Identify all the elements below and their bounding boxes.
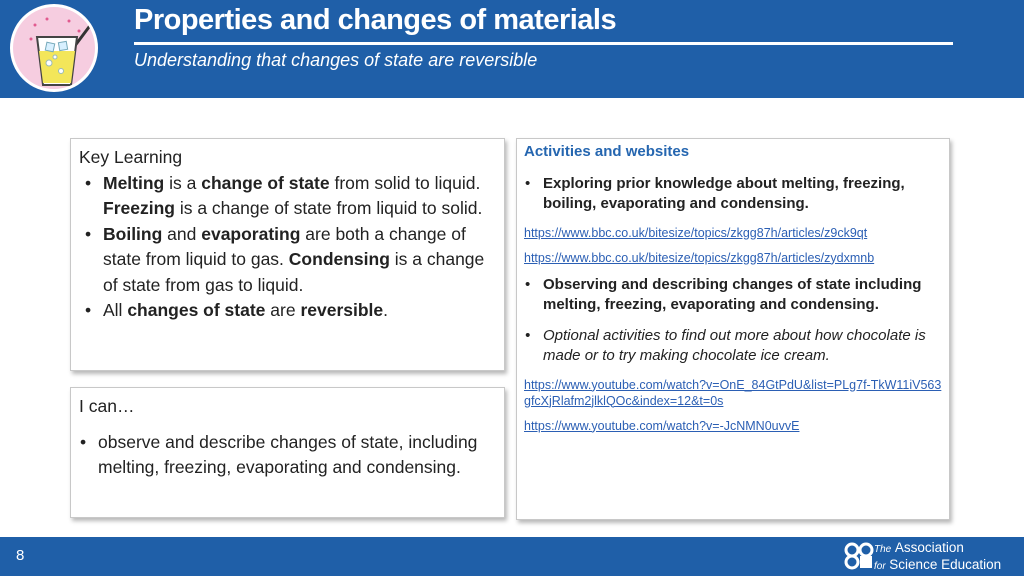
bbc-bitesize-link-1[interactable]: https://www.bbc.co.uk/bitesize/topics/zkgg87h/articles/z9ck9qt xyxy=(524,225,868,240)
activities-card xyxy=(516,138,950,520)
list-item: • Exploring prior knowledge about melting, freezing, boiling, evaporating and condensing. xyxy=(524,174,942,215)
youtube-link-1[interactable]: https://www.youtube.com/watch?v=OnE_84GtPdU&list=PLg7f-TkW11iV563gfcXjRlafm2jlklQOc&index=12&t=0s xyxy=(524,377,942,408)
bold-term: change of state xyxy=(201,172,330,193)
i-can-heading: I can… xyxy=(79,396,135,416)
activities-heading: Activities and websites xyxy=(524,143,690,160)
org-name-line-2: Science Education xyxy=(889,557,1002,572)
text-run: are both a change of state from liquid to gas. xyxy=(103,223,466,269)
activities-list xyxy=(524,174,942,215)
text-run: is a change of state from liquid to solid. xyxy=(174,198,483,218)
page-title: Properties and changes of materials xyxy=(134,4,617,36)
bold-term: Boiling xyxy=(103,223,163,244)
bbc-bitesize-link-2[interactable]: https://www.bbc.co.uk/bitesize/topics/zkgg87h/articles/zydxmnb xyxy=(524,250,875,265)
list-item: • Observing and describing changes of state including melting, freezing, evaporating and condensing. xyxy=(524,275,942,316)
key-learning-card xyxy=(70,138,505,371)
bold-term: changes of state xyxy=(127,300,266,320)
i-can-list xyxy=(79,430,496,481)
bold-term: evaporating xyxy=(201,223,301,244)
key-learning-list xyxy=(79,171,496,324)
text-run: All xyxy=(103,300,128,320)
org-for: for xyxy=(874,561,886,572)
glass-of-drink-icon xyxy=(10,4,98,92)
title-divider xyxy=(134,42,953,45)
bold-term: Condensing xyxy=(288,249,390,269)
youtube-link-2[interactable]: https://www.youtube.com/watch?v=-JcNMN0uvvE xyxy=(524,418,800,433)
ase-wordmark xyxy=(874,540,1001,574)
list-item xyxy=(79,222,496,299)
text-run: . xyxy=(383,300,389,320)
org-the: The xyxy=(874,544,892,555)
footer-bar xyxy=(0,537,1024,576)
bold-term: Freezing xyxy=(103,198,175,218)
text-run: from solid to liquid. xyxy=(329,172,481,193)
activities-list-2 xyxy=(524,275,942,367)
page-number: 8 xyxy=(16,547,25,564)
text-run: is a xyxy=(164,172,202,193)
org-name-line-1: Association xyxy=(894,540,964,555)
text-run: is a change of state from gas to liquid. xyxy=(103,249,485,295)
page-subtitle: Understanding that changes of state are reversible xyxy=(134,50,538,70)
i-can-card xyxy=(70,387,505,518)
list-item: • observe and describe changes of state, including melting, freezing, evaporating and condensing. xyxy=(79,430,496,481)
header-bar xyxy=(0,0,1024,98)
text-run: are xyxy=(265,300,301,320)
list-item xyxy=(79,298,496,324)
list-item xyxy=(79,171,496,222)
text-run: and xyxy=(162,223,202,244)
key-learning-heading: Key Learning xyxy=(79,147,183,167)
list-item: • Optional activities to find out more about how chocolate is made or to try making chocolate ice cream. xyxy=(524,326,942,367)
bold-term: reversible xyxy=(300,300,384,320)
ase-logo-icon xyxy=(844,540,874,570)
bold-term: Melting xyxy=(103,172,165,193)
